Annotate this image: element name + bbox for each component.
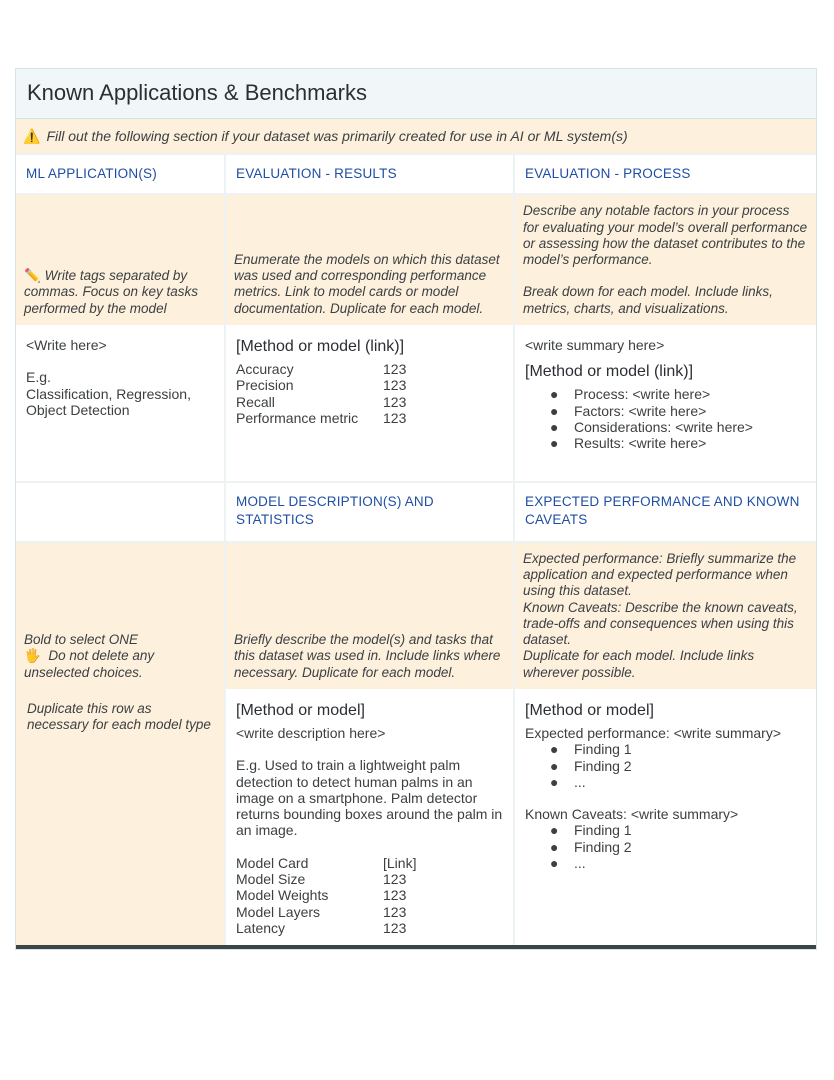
method-link[interactable]: [Method or model (link)] bbox=[236, 338, 405, 355]
ml-applications-placeholder[interactable]: <Write here> bbox=[26, 337, 107, 353]
guidance-process-paragraph-1: Describe any notable factors in your process for evaluating your model’s overall performance or assessing how the dataset contributes to the model’s performance. bbox=[523, 203, 808, 268]
duplicate-row-note: Duplicate this row as necessary for each model type bbox=[27, 701, 211, 733]
pencil-icon: ✏️ bbox=[24, 268, 41, 284]
stat-row: Model Weights 123 bbox=[236, 887, 407, 904]
guidance-expected-performance bbox=[523, 551, 808, 681]
header-evaluation-results: EVALUATION - RESULTS bbox=[236, 166, 397, 181]
guidance-expected-paragraph: Expected performance: Briefly summarize the application and expected performance when using this dataset. bbox=[523, 550, 797, 599]
applications-benchmarks-card bbox=[15, 68, 817, 950]
metric-row: Precision 123 bbox=[236, 377, 407, 394]
raised-hand-icon: 🖐 bbox=[24, 648, 41, 664]
warning-text-container bbox=[23, 128, 628, 145]
stat-row: Model Layers 123 bbox=[236, 903, 407, 920]
guidance-row-bottom bbox=[16, 543, 816, 689]
header-ml-applications: ML APPLICATION(S) bbox=[26, 166, 157, 181]
metric-row: Recall 123 bbox=[236, 393, 407, 410]
content-row-top bbox=[16, 325, 816, 483]
guidance-ml-applications bbox=[24, 268, 216, 317]
bullet-icon: ● bbox=[550, 386, 559, 403]
guidance-selection bbox=[24, 632, 216, 681]
bullet-icon: ● bbox=[550, 773, 559, 790]
evaluation-process-content bbox=[525, 337, 808, 451]
metric-row: Accuracy 123 bbox=[236, 361, 407, 377]
guidance-model-description: Briefly describe the model(s) and tasks that this dataset was used in. Include links where necessary. Duplicate for each model. bbox=[234, 632, 501, 680]
metric-row: Performance metric 123 bbox=[236, 409, 407, 426]
method-link[interactable]: [Method or model (link)] bbox=[525, 363, 694, 381]
example-tags: Classification, Regression, Object Detection bbox=[26, 385, 191, 418]
stat-row: Latency 123 bbox=[236, 919, 407, 936]
header-row-top bbox=[16, 155, 816, 195]
expected-performance-label[interactable]: Expected performance: <write summary> bbox=[525, 725, 781, 741]
expected-performance-content bbox=[525, 701, 808, 871]
warning-text: Fill out the following section if your dataset was primarily created for use in AI or ML system(s) bbox=[46, 128, 628, 144]
list-item: ● Factors: <write here> bbox=[550, 402, 707, 419]
bottom-border-bar bbox=[16, 945, 816, 949]
guidance-evaluation-process bbox=[523, 203, 808, 317]
warning-icon: ⚠️ bbox=[23, 128, 41, 144]
bullet-icon: ● bbox=[550, 418, 559, 435]
section-title: Known Applications & Benchmarks bbox=[27, 80, 367, 105]
model-description-content bbox=[236, 701, 505, 936]
guidance-row-top bbox=[16, 195, 816, 325]
header-model-description: MODEL DESCRIPTION(S) AND STATISTICS bbox=[236, 494, 434, 527]
method-heading[interactable]: [Method or model] bbox=[525, 702, 654, 719]
guidance-caveats-paragraph: Known Caveats: Describe the known caveats, trade-offs and consequences when using this dataset. bbox=[523, 599, 798, 648]
warning-banner bbox=[16, 119, 816, 155]
method-heading[interactable]: [Method or model] bbox=[236, 702, 365, 719]
header-row-bottom bbox=[16, 483, 816, 543]
bullet-icon: ● bbox=[550, 822, 559, 839]
guidance-duplicate-paragraph: Duplicate for each model. Include links wherever possible. bbox=[523, 648, 755, 680]
header-evaluation-process: EVALUATION - PROCESS bbox=[525, 166, 691, 181]
stat-row: Model Size 123 bbox=[236, 871, 407, 888]
summary-placeholder[interactable]: <write summary here> bbox=[525, 337, 665, 353]
guidance-selection-line-2: Do not delete any unselected choices. bbox=[24, 648, 155, 680]
bullet-icon: ● bbox=[550, 757, 559, 774]
list-item: ● ... bbox=[550, 773, 586, 790]
list-item: ● Finding 2 bbox=[550, 838, 632, 855]
example-label: E.g. bbox=[26, 369, 51, 386]
title-bar bbox=[16, 69, 816, 119]
bullet-icon: ● bbox=[550, 855, 559, 872]
list-item: ● Finding 1 bbox=[550, 822, 632, 839]
evaluation-results-content bbox=[236, 337, 505, 426]
list-item: ● Considerations: <write here> bbox=[550, 418, 753, 435]
ml-applications-input[interactable] bbox=[26, 337, 216, 418]
header-expected-performance: EXPECTED PERFORMANCE AND KNOWN CAVEATS bbox=[525, 494, 800, 527]
bullet-icon: ● bbox=[550, 435, 559, 452]
list-item: ● Finding 2 bbox=[550, 757, 632, 774]
description-example: E.g. Used to train a lightweight palm detection to detect human palms in an image on a smartphone. Palm detector returns bounding boxes around the palm in an image. bbox=[236, 757, 503, 839]
bullet-icon: ● bbox=[550, 741, 559, 758]
list-item: ● ... bbox=[550, 855, 586, 872]
guidance-process-paragraph-2: Break down for each model. Include links, metrics, charts, and visualizations. bbox=[523, 284, 773, 316]
content-row-bottom bbox=[16, 689, 816, 947]
guidance-evaluation-results: Enumerate the models on which this dataset was used and corresponding performance metrics. Link to model cards or model documentation. Duplicate for each model. bbox=[234, 251, 500, 316]
list-item: ● Finding 1 bbox=[550, 741, 632, 758]
list-item: ● Process: <write here> bbox=[550, 386, 711, 403]
bullet-icon: ● bbox=[550, 838, 559, 855]
list-item: ● Results: <write here> bbox=[550, 435, 707, 452]
guidance-selection-line-1: Bold to select ONE bbox=[24, 632, 139, 648]
stat-row: Model Card [Link] bbox=[236, 854, 417, 871]
guidance-ml-applications-text: Write tags separated by commas. Focus on key tasks performed by the model bbox=[24, 268, 199, 316]
model-card-link[interactable]: [Link] bbox=[383, 854, 417, 871]
bullet-icon: ● bbox=[550, 402, 559, 419]
known-caveats-label[interactable]: Known Caveats: <write summary> bbox=[525, 806, 739, 823]
description-placeholder[interactable]: <write description here> bbox=[236, 725, 386, 741]
